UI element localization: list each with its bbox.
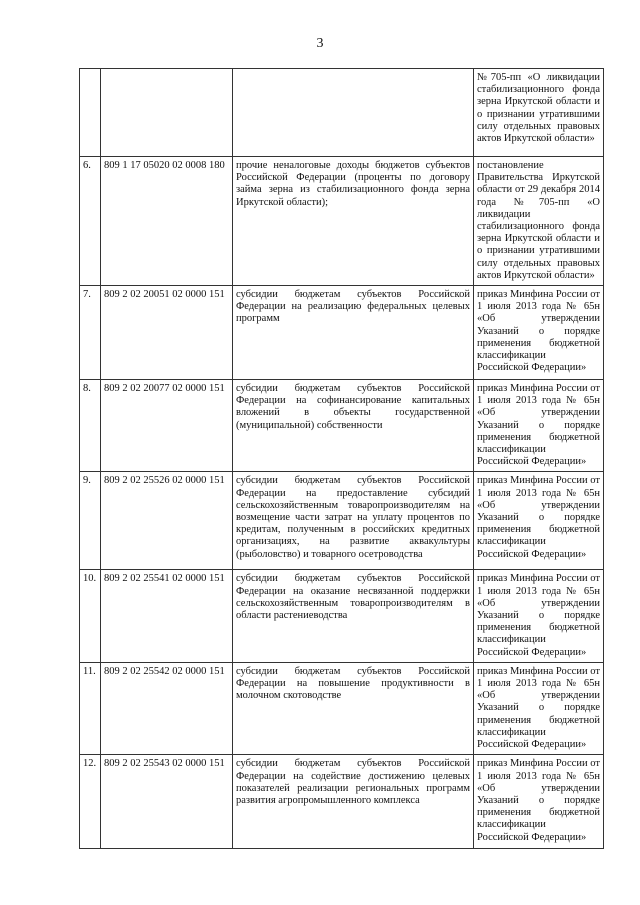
legal-basis: №705-пп «О ликвидации стабилизационного фонда зерна Иркутской области и о признании утратившими силу отдельных правовых актов Иркутской области»: [474, 69, 604, 157]
legal-basis: приказ Минфина России от 1 июля 2013 года № 65н «Об утверждении Указаний о порядке применения бюджетной классификации Российской Федерации»: [474, 286, 604, 380]
revenue-description: прочие неналоговые доходы бюджетов субъектов Российской Федерации (проценты по договору займа зерна из стабилизационного фонда зерна Иркутской области);: [233, 157, 474, 286]
page-number: 3: [316, 36, 324, 51]
row-number: [80, 69, 101, 157]
revenue-description: субсидии бюджетам субъектов Российской Федерации на оказание несвязанной поддержки сельскохозяйственным товаропроизводителям в области растениеводства: [233, 570, 474, 662]
legal-basis: приказ Минфина России от 1 июля 2013 года № 65н «Об утверждении Указаний о порядке применения бюджетной классификации Российской Федерации»: [474, 570, 604, 662]
row-number: 6.: [80, 157, 101, 286]
row-number: 7.: [80, 286, 101, 380]
revenue-description: субсидии бюджетам субъектов Российской Федерации на предоставление субсидий сельскохозяйственным товаропроизводителям на возмещение части затрат на уплату процентов по кредитам, полученным в российских кредитных организациях, на развитие аквакультуры (рыболовство) и товарного осетроводства: [233, 472, 474, 570]
revenue-code: [101, 69, 233, 157]
revenue-code: 809 2 02 25526 02 0000 151: [101, 472, 233, 570]
revenue-description: [233, 69, 474, 157]
revenue-code: 809 2 02 25541 02 0000 151: [101, 570, 233, 662]
row-number: 8.: [80, 380, 101, 472]
revenue-code: 809 2 02 20051 02 0000 151: [101, 286, 233, 380]
legal-basis: приказ Минфина России от 1 июля 2013 года № 65н «Об утверждении Указаний о порядке применения бюджетной классификации Российской Федерации»: [474, 380, 604, 472]
row-number: 9.: [80, 472, 101, 570]
table-row: [80, 380, 604, 472]
row-number: 12.: [80, 755, 101, 849]
legal-basis: приказ Минфина России от 1 июля 2013 года № 65н «Об утверждении Указаний о порядке применения бюджетной классификации Российской Федерации»: [474, 472, 604, 570]
revenue-code: 809 2 02 25542 02 0000 151: [101, 662, 233, 754]
legal-basis: приказ Минфина России от 1 июля 2013 года № 65н «Об утверждении Указаний о порядке применения бюджетной классификации Российской Федерации»: [474, 662, 604, 754]
revenue-description: субсидии бюджетам субъектов Российской Федерации на софинансирование капитальных вложений в объекты государственной (муниципальной) собственности: [233, 380, 474, 472]
table-row: [80, 69, 604, 157]
table-row: [80, 662, 604, 754]
revenue-code: 809 1 17 05020 02 0008 180: [101, 157, 233, 286]
table-row: [80, 755, 604, 849]
revenue-code: 809 2 02 25543 02 0000 151: [101, 755, 233, 849]
budget-classification-table: [79, 68, 604, 849]
revenue-description: субсидии бюджетам субъектов Российской Федерации на содействие достижению целевых показателей реализации региональных программ развития агропромышленного комплекса: [233, 755, 474, 849]
legal-basis: постановление Правительства Иркутской области от 29 декабря 2014 года №705-пп «О ликвидации стабилизационного фонда зерна Иркутской области и о признании утратившими силу отдельных правовых актов Иркутской области»: [474, 157, 604, 286]
table-row: [80, 570, 604, 662]
legal-basis: приказ Минфина России от 1 июля 2013 года № 65н «Об утверждении Указаний о порядке применения бюджетной классификации Российской Федерации»: [474, 755, 604, 849]
row-number: 10.: [80, 570, 101, 662]
table-row: [80, 157, 604, 286]
revenue-description: субсидии бюджетам субъектов Российской Федерации на повышение продуктивности в молочном скотоводстве: [233, 662, 474, 754]
row-number: 11.: [80, 662, 101, 754]
revenue-code: 809 2 02 20077 02 0000 151: [101, 380, 233, 472]
table-row: [80, 472, 604, 570]
revenue-description: субсидии бюджетам субъектов Российской Федерации на реализацию федеральных целевых программ: [233, 286, 474, 380]
table-row: [80, 286, 604, 380]
